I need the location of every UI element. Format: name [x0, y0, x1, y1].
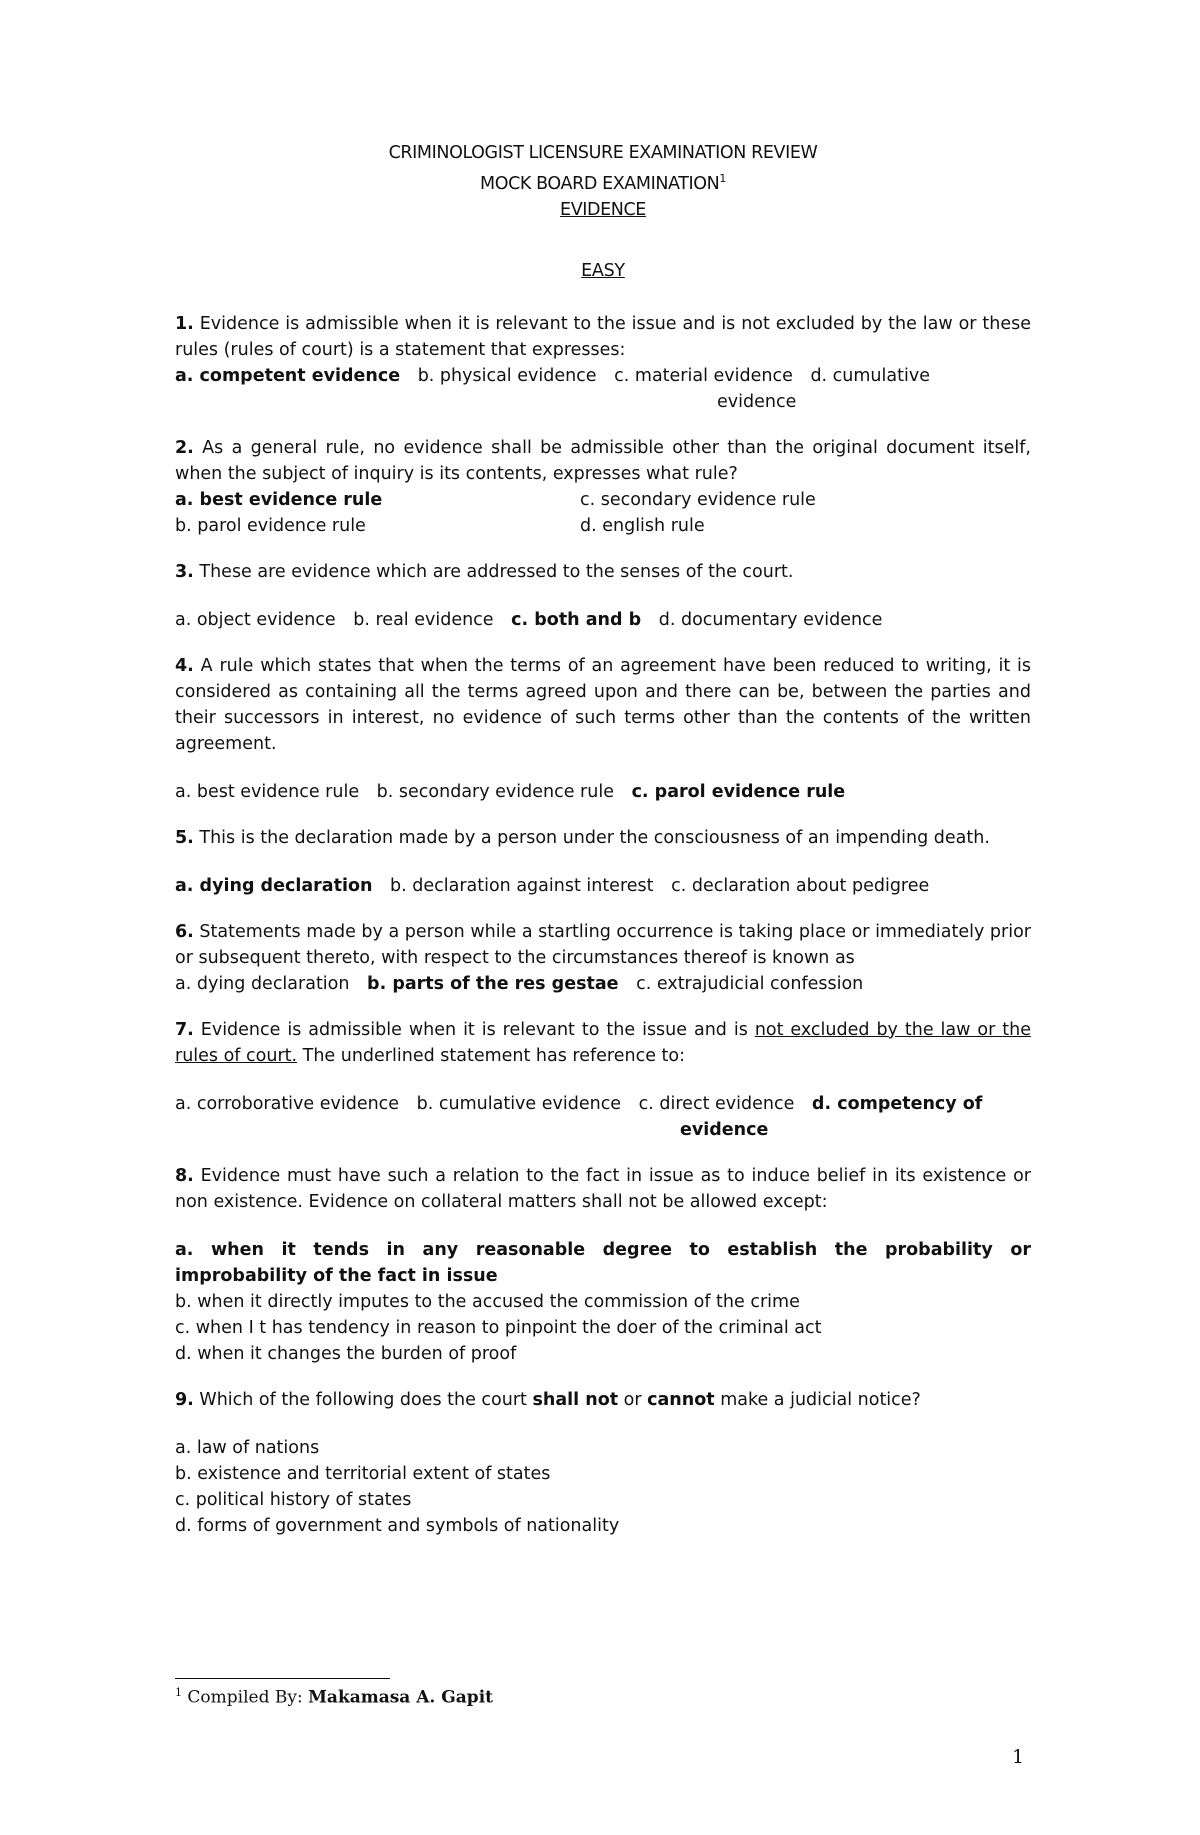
- option-c: c. secondary evidence rule: [580, 489, 816, 510]
- question-stem: 4. A rule which states that when the terms of an agreement have been reduced to writing, it is considered as containing all the terms agreed upon and there can be, between the parties and their successors in interest, no evidence of such terms other than the contents of the written agreement.: [175, 655, 1031, 754]
- option-a-answer: a. when it tends in any reasonable degree to establish the probability or improbability of the fact in issue: [175, 1239, 1031, 1286]
- options: [175, 971, 1031, 997]
- options: [175, 779, 1031, 805]
- question-stem: 3. These are evidence which are addressed to the senses of the court.: [175, 561, 794, 582]
- option-d: d. english rule: [580, 515, 705, 536]
- question-stem: 6. Statements made by a person while a startling occurrence is taking place or immediately prior or subsequent thereto, with respect to the circumstances thereof is known as: [175, 921, 1031, 968]
- option-d: d. when it changes the burden of proof: [175, 1343, 517, 1364]
- options: [175, 1435, 1031, 1539]
- option-c: c. political history of states: [175, 1489, 412, 1510]
- option-c: c. material evidence: [614, 365, 793, 386]
- question-stem: 2. As a general rule, no evidence shall be admissible other than the original document itself, when the subject of inquiry is its contents, expresses what rule?: [175, 437, 1031, 484]
- footnote: $^1$ Compiled By: Makamasa A. Gapit: [175, 1686, 494, 1708]
- underlined-statement: not excluded by the law or the rules of court.: [175, 1019, 1031, 1066]
- question-8: [175, 1163, 1031, 1367]
- option-b: b. real evidence: [353, 609, 494, 630]
- option-c-answer: c. both and b: [511, 609, 642, 630]
- options: [175, 1237, 1031, 1367]
- option-d: d. cumulative: [810, 365, 930, 386]
- content: [175, 140, 1031, 1539]
- question-5: [175, 825, 1031, 899]
- compiler-name: Makamasa A. Gapit: [308, 1687, 494, 1708]
- option-c-answer: c. parol evidence rule: [631, 781, 846, 802]
- option-a: a. dying declaration: [175, 973, 350, 994]
- question-9: [175, 1387, 1031, 1539]
- option-d: d. documentary evidence: [658, 609, 883, 630]
- question-4: [175, 653, 1031, 805]
- option-d-answer: d. competency of: [811, 1093, 983, 1114]
- options: [175, 873, 1031, 899]
- option-c: c. declaration about pedigree: [671, 875, 930, 896]
- options: [175, 487, 1031, 539]
- question-stem: 8. Evidence must have such a relation to the fact in issue as to induce belief in its existence or non existence. Evidence on collateral matters shall not be allowed except:: [175, 1165, 1031, 1212]
- option-d: d. forms of government and symbols of nationality: [175, 1515, 620, 1536]
- question-6: [175, 919, 1031, 997]
- question-7: [175, 1017, 1031, 1143]
- option-a: a. object evidence: [175, 609, 336, 630]
- option-d-cont: evidence: [717, 391, 797, 412]
- option-c: c. direct evidence: [638, 1093, 795, 1114]
- subject-title: EVIDENCE: [560, 199, 646, 220]
- title-line-1: CRIMINOLOGIST LICENSURE EXAMINATION REVIEW: [388, 143, 818, 163]
- option-a-answer: a. competent evidence: [175, 365, 401, 386]
- option-b: b. when it directly imputes to the accused the commission of the crime: [175, 1291, 800, 1312]
- options: [175, 363, 1031, 415]
- question-stem: 5. This is the declaration made by a person under the consciousness of an impending death.: [175, 827, 990, 848]
- page-number: 1: [1012, 1746, 1025, 1768]
- question-stem: 1. Evidence is admissible when it is relevant to the issue and is not excluded by the law or these rules (rules of court) is a statement that expresses:: [175, 313, 1031, 360]
- footnote-divider: [175, 1678, 390, 1679]
- title-block: [175, 140, 1031, 223]
- option-b-answer: b. parts of the res gestae: [367, 973, 619, 994]
- question-stem: 7. Evidence is admissible when it is relevant to the issue and is not excluded by the law or the rules of court. The underlined statement has reference to:: [175, 1019, 1031, 1066]
- option-a: a. best evidence rule: [175, 781, 360, 802]
- option-b: b. secondary evidence rule: [376, 781, 614, 802]
- option-a-answer: a. best evidence rule: [175, 489, 383, 510]
- option-b: b. parol evidence rule: [175, 515, 366, 536]
- option-a-answer: a. dying declaration: [175, 875, 373, 896]
- option-b: b. declaration against interest: [390, 875, 654, 896]
- options: [175, 607, 1031, 633]
- question-stem: 9. Which of the following does the court shall not or cannot make a judicial notice?: [175, 1389, 921, 1410]
- option-b: b. existence and territorial extent of states: [175, 1463, 551, 1484]
- option-a: a. corroborative evidence: [175, 1093, 400, 1114]
- option-b: b. physical evidence: [417, 365, 597, 386]
- title-line-2: MOCK BOARD EXAMINATION$^1$: [480, 172, 726, 194]
- option-c: c. extrajudicial confession: [636, 973, 864, 994]
- option-d-cont: evidence: [680, 1119, 769, 1140]
- question-3: [175, 559, 1031, 633]
- options: [175, 1091, 1031, 1143]
- option-b: b. cumulative evidence: [416, 1093, 622, 1114]
- question-1: [175, 311, 1031, 415]
- difficulty-level: EASY: [581, 260, 625, 281]
- option-a: a. law of nations: [175, 1437, 320, 1458]
- option-c: c. when I t has tendency in reason to pinpoint the doer of the criminal act: [175, 1317, 822, 1338]
- question-2: [175, 435, 1031, 539]
